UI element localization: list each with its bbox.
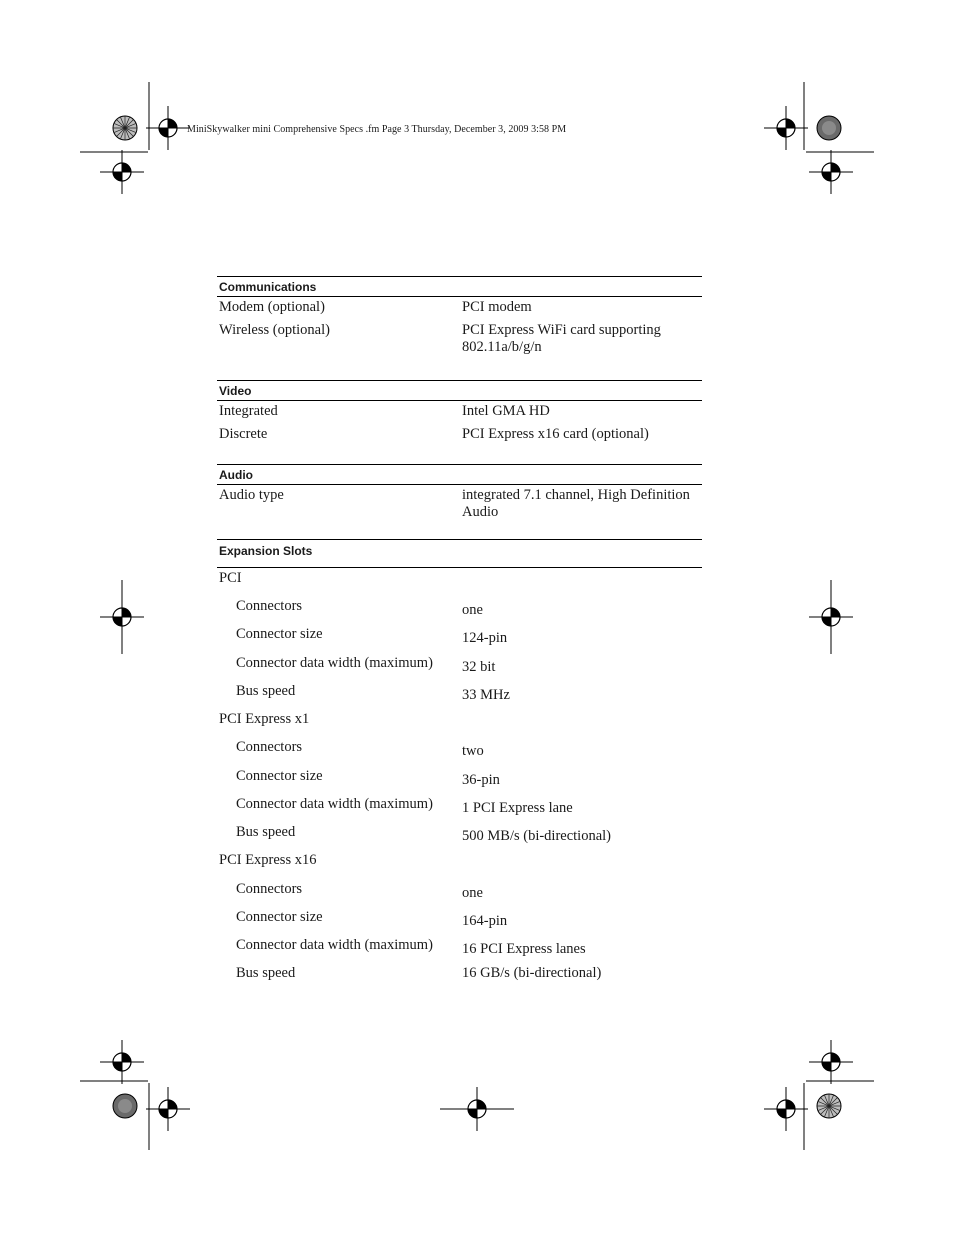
group-row (217, 709, 702, 737)
dark-mark-icon (817, 116, 841, 140)
registration-mark-icon (146, 106, 190, 150)
section-heading-expansion-slots: Expansion Slots (217, 539, 702, 568)
spec-value: integrated 7.1 channel, High Definition Audio (462, 487, 690, 520)
spec-label: Connectors (236, 598, 303, 614)
spec-row (217, 794, 702, 822)
section-heading-video: Video (217, 380, 702, 401)
spec-row (217, 766, 702, 794)
spec-value: one (462, 602, 483, 618)
section-heading-audio: Audio (217, 464, 702, 485)
spec-row (217, 297, 702, 322)
spec-label: Connector size (236, 626, 323, 642)
group-row (217, 850, 702, 879)
spec-row (217, 401, 702, 426)
group-label: PCI (219, 570, 242, 586)
spec-label: Bus speed (236, 683, 296, 699)
spec-label: Discrete (219, 426, 268, 442)
spec-table (217, 276, 702, 987)
spec-row (217, 426, 702, 464)
section-heading-communications: Communications (217, 276, 702, 297)
spec-label: Modem (optional) (219, 299, 325, 315)
spec-value: PCI modem (462, 299, 532, 315)
spec-row (217, 624, 702, 653)
spec-value: 36-pin (462, 772, 500, 788)
spec-label: Connector data width (maximum) (236, 937, 433, 953)
spec-label: Audio type (219, 487, 284, 503)
spec-value: 16 PCI Express lanes (462, 941, 586, 957)
spec-label: Integrated (219, 403, 278, 419)
star-mark-icon (817, 1094, 841, 1118)
registration-mark-icon (100, 1040, 144, 1084)
spec-label: Connector size (236, 768, 323, 784)
spec-value: 164-pin (462, 913, 508, 929)
group-row (217, 568, 702, 596)
spec-value: 500 MB/s (bi-directional) (462, 828, 612, 844)
spec-label: Bus speed (236, 824, 296, 840)
spec-value: PCI Express WiFi card supporting 802.11a/b/g/n (462, 322, 661, 355)
spec-row (217, 653, 702, 681)
spec-row (217, 737, 702, 766)
spec-row (217, 322, 702, 380)
spec-row (217, 879, 702, 907)
print-slug: MiniSkywalker mini Comprehensive Specs .fm Page 3 Thursday, December 3, 2009 3:58 PM (187, 124, 567, 135)
star-mark-icon (113, 116, 137, 140)
group-label: PCI Express x16 (219, 852, 317, 868)
spec-row (217, 822, 702, 850)
spec-value: two (462, 743, 484, 759)
spec-value: 1 PCI Express lane (462, 800, 573, 816)
spec-value: 124-pin (462, 630, 508, 646)
registration-mark-icon (764, 106, 808, 150)
spec-label: Connector data width (maximum) (236, 796, 433, 812)
spec-label: Connector size (236, 909, 323, 925)
spec-value: Intel GMA HD (462, 403, 550, 419)
spec-value: 16 GB/s (bi-directional) (462, 965, 602, 981)
dark-mark-icon (113, 1094, 137, 1118)
registration-mark-icon (809, 150, 853, 194)
spec-row (217, 485, 702, 539)
registration-mark-icon (100, 150, 144, 194)
spec-label: Wireless (optional) (219, 322, 330, 338)
spec-label: Connectors (236, 739, 303, 755)
spec-row (217, 907, 702, 935)
spec-value: one (462, 885, 483, 901)
registration-mark-icon (809, 1040, 853, 1084)
spec-row (217, 596, 702, 624)
spec-label: Bus speed (236, 965, 296, 981)
spec-row (217, 935, 702, 963)
group-label: PCI Express x1 (219, 711, 310, 727)
registration-mark-icon (146, 1087, 190, 1131)
spec-row (217, 963, 702, 987)
spec-value: 32 bit (462, 659, 496, 675)
spec-value: 33 MHz (462, 687, 510, 703)
spec-label: Connector data width (maximum) (236, 655, 433, 671)
registration-mark-icon (764, 1087, 808, 1131)
spec-label: Connectors (236, 881, 303, 897)
spec-row (217, 681, 702, 709)
spec-value: PCI Express x16 card (optional) (462, 426, 649, 442)
